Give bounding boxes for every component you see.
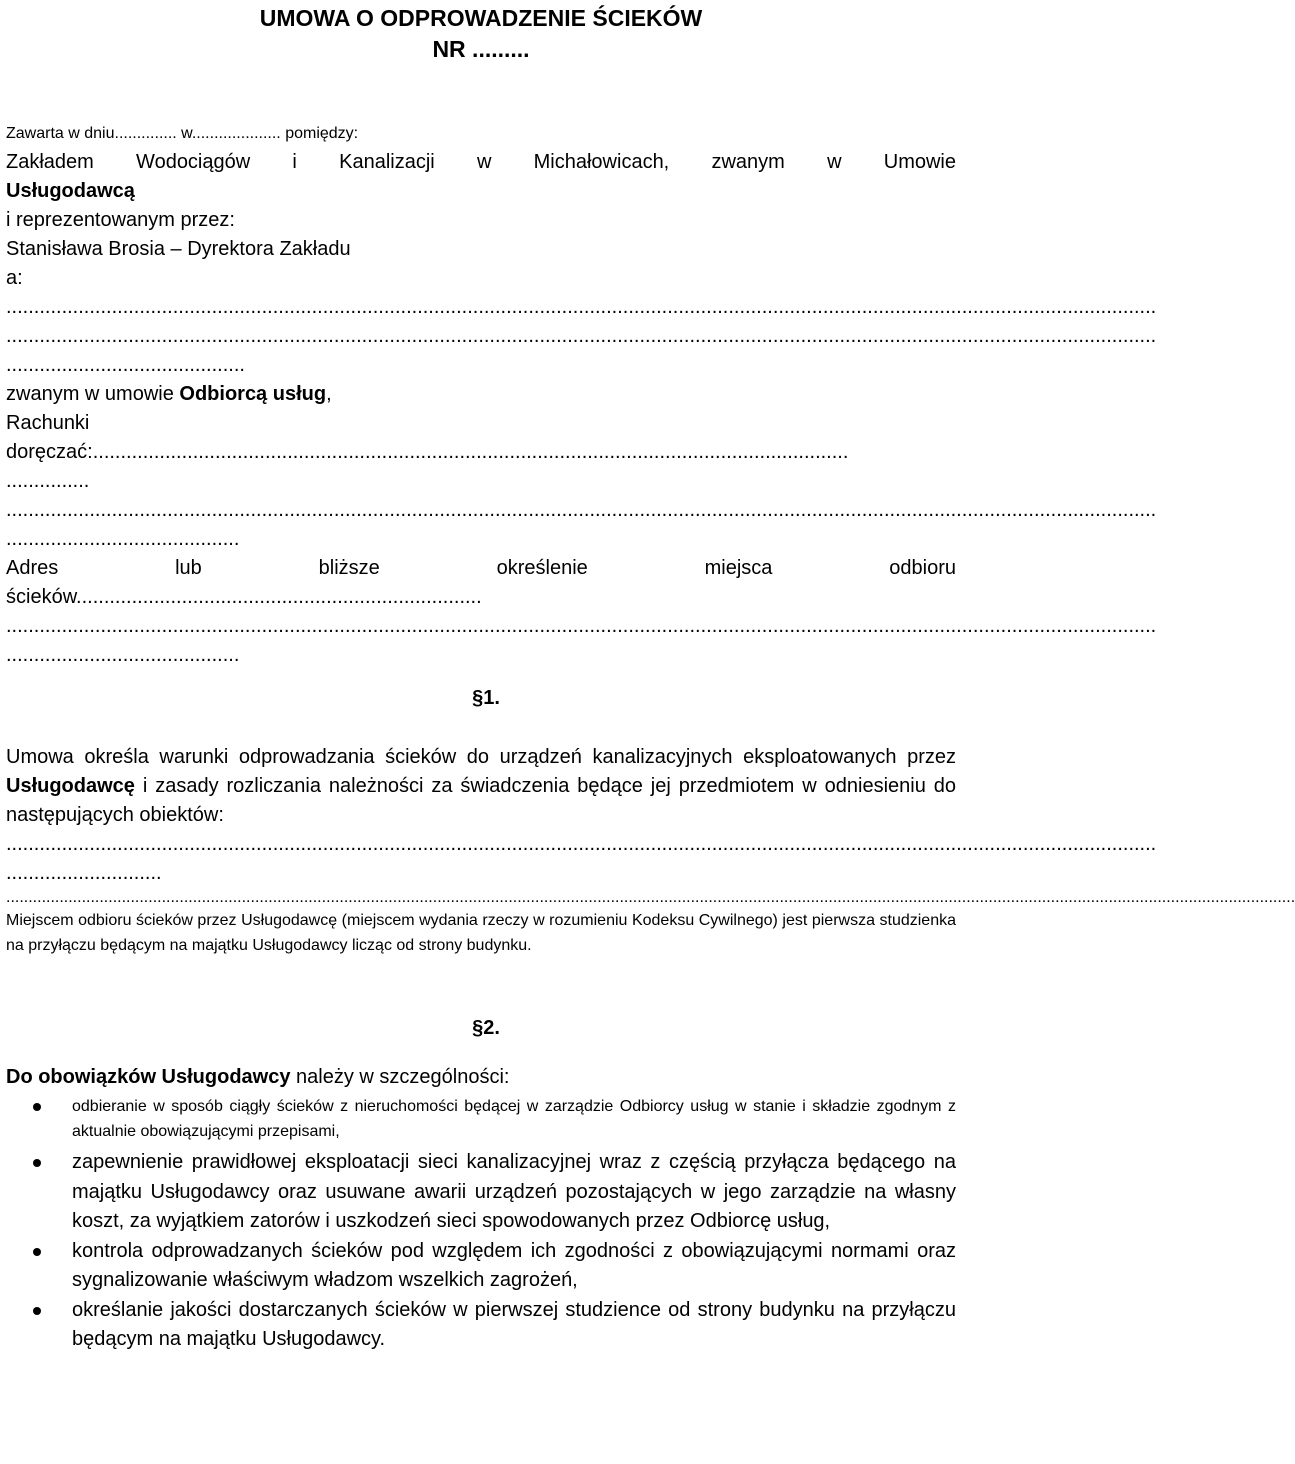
list-item-text: zapewnienie prawidłowej eksploatacji sieci kanalizacyjnej wraz z częścią przyłącza będącego na majątku Usługodawcy oraz usuwane awarii urządzeń pozostających w jego zarządzie na własny koszt, za wyjątkiem zatorów i uszkodzeń sieci spowodowanych przez Odbiorcę usług, xyxy=(72,1151,956,1232)
concluded-line: Zawarta w dniu.............. w.................... pomiędzy: xyxy=(6,125,359,142)
bullet-icon xyxy=(33,1103,41,1111)
fill-line: ............................................................................................................................................................................................................... xyxy=(6,615,1157,637)
spacer xyxy=(6,1043,956,1063)
fill-line: ............................................................................................................................................................................................................... xyxy=(6,325,1157,347)
section-2-lead-rest: należy w szczególności: xyxy=(290,1066,510,1088)
spacer xyxy=(6,958,956,1014)
list-item xyxy=(6,1237,956,1296)
document-title: UMOWA O ODPROWADZENIE ŚCIEKÓW xyxy=(259,5,703,31)
sewage-line: ścieków......................................................................... xyxy=(6,586,482,608)
spacer xyxy=(6,670,956,684)
section-1-text-prefix: Umowa określa warunki odprowadzania ścieków do urządzeń kanalizacyjnych eksploatowanych przez xyxy=(6,746,956,768)
list-item xyxy=(6,1148,956,1237)
list-item-text: określanie jakości dostarczanych ścieków w pierwszej studzience od strony budynku na przyłączu będącym na majątku Usługodawcy. xyxy=(72,1298,956,1350)
list-item xyxy=(6,1094,956,1144)
list-item xyxy=(6,1296,956,1355)
collection-point-text: Miejscem odbioru ścieków przez Usługodawcę (miejscem wydania rzeczy w rozumieniu Kodeksu Cywilnego) jest pierwsza studzienka na przyłączu będącym na majątku Usługodawcy licząc od strony budynku. xyxy=(6,912,956,954)
list-item-text: odbieranie w sposób ciągły ścieków z nieruchomości będącej w zarządzie Odbiorcy usług w stanie i składzie zgodnym z aktualnie obowiązującymi przepisami, xyxy=(72,1098,956,1140)
section-1-text xyxy=(6,743,956,830)
deliver-line: doręczać:........................................................................................................................................ xyxy=(6,441,849,463)
and-label: a: xyxy=(6,267,23,289)
recipient-role: Odbiorcą usług xyxy=(179,383,327,405)
provider-line: Zakładem Wodociągów i Kanalizacji w Michałowicach, zwanym w Umowie xyxy=(6,151,956,173)
director-name: Stanisława Brosia – Dyrektora Zakładu xyxy=(6,238,351,260)
bills-label: Rachunki xyxy=(6,412,90,434)
section-1-provider: Usługodawcę xyxy=(6,775,135,797)
fill-line: ............................................................................................................................................................................................................... xyxy=(6,499,1157,521)
fill-line: ........................................... xyxy=(6,354,245,376)
section-1-heading: §1. xyxy=(472,687,500,709)
fill-line: ............................ xyxy=(6,862,162,884)
represented-by: i reprezentowanym przez: xyxy=(6,209,235,231)
fill-line: ............................................................................................................................................................................................................... xyxy=(6,833,1157,855)
address-line: Adres lub bliższe określenie miejsca odbioru xyxy=(6,557,956,579)
list-item-text: kontrola odprowadzanych ścieków pod względem ich zgodności z obowiązującymi normami oraz sygnalizowanie właściwym władzom wszelkich zagrożeń, xyxy=(72,1239,956,1291)
section-2-heading: §2. xyxy=(472,1017,500,1039)
recipient-prefix: zwanym w umowie xyxy=(6,383,180,405)
fill-line: .......................................... xyxy=(6,528,240,550)
contract-number: NR ......... xyxy=(432,36,530,62)
recipient-line xyxy=(6,380,956,409)
section-2-lead xyxy=(6,1063,956,1092)
bullet-icon xyxy=(33,1248,41,1256)
fill-line: .................................................................................................................................................................................................................................................................................................. xyxy=(6,889,1295,906)
spacer xyxy=(6,713,956,743)
fill-line: ............................................................................................................................................................................................................... xyxy=(6,296,1157,318)
fill-line: ............... xyxy=(6,470,90,492)
recipient-suffix: , xyxy=(326,383,332,405)
provider-role: Usługodawcą xyxy=(6,180,135,202)
contract-document xyxy=(6,0,1295,1355)
bullet-icon xyxy=(33,1159,41,1167)
bullet-icon xyxy=(33,1307,41,1315)
spacer xyxy=(6,65,956,121)
fill-line: .......................................... xyxy=(6,644,240,666)
section-2-lead-bold: Do obowiązków Usługodawcy xyxy=(6,1066,291,1088)
section-1-text-suffix: i zasady rozliczania należności za świadczenia będące jej przedmiotem w odniesieniu do następujących obiektów: xyxy=(6,775,956,826)
obligations-list xyxy=(6,1094,956,1355)
